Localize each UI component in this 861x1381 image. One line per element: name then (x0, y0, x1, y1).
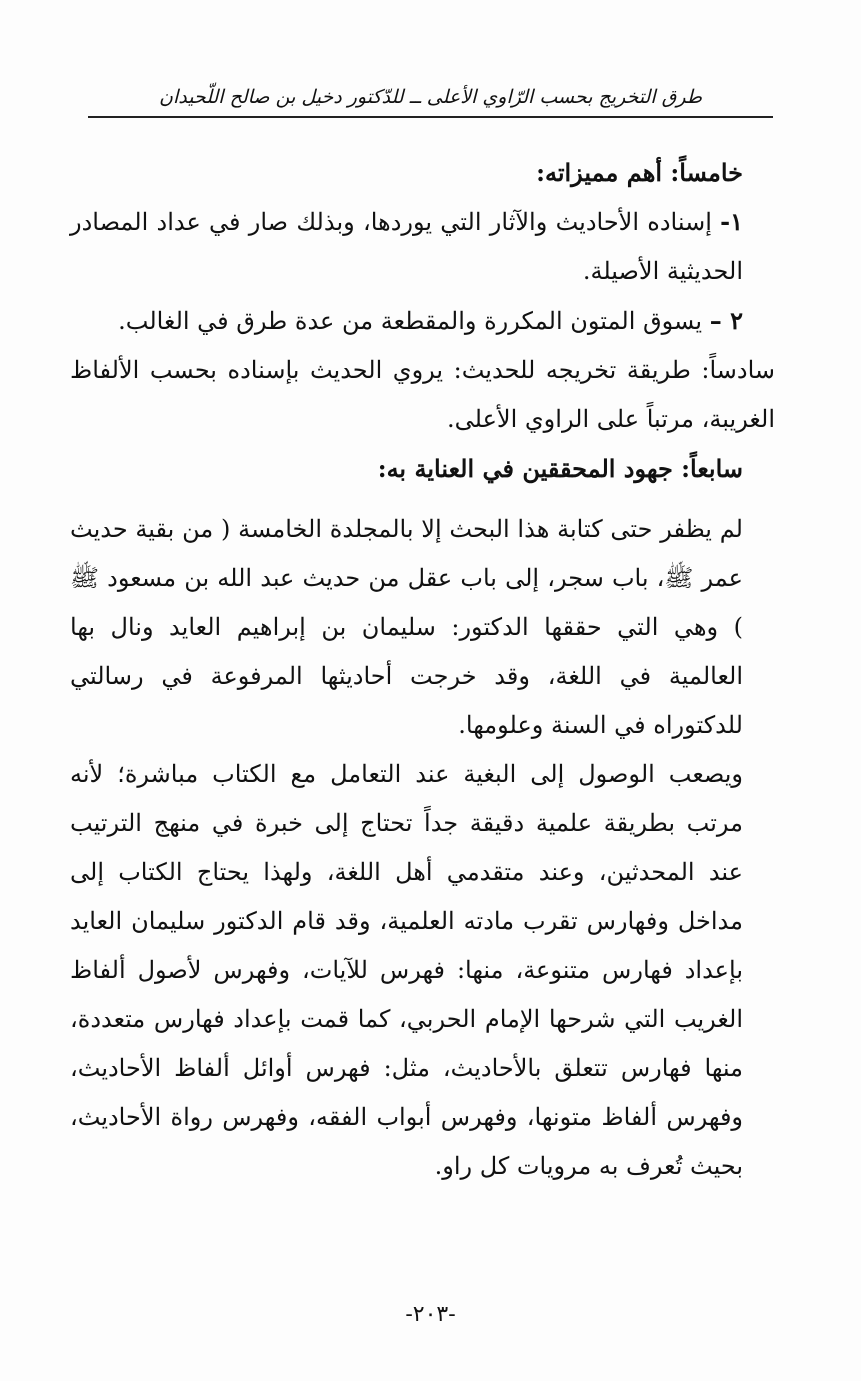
feature-item-1-text: إسناده الأحاديث والآثار التي يوردها، وبذلك صار في عداد المصادر الحديثية الأصيلة. (70, 208, 743, 285)
feature-item-2-text: يسوق المتون المكررة والمقطعة من عدة طرق في الغالب. (118, 307, 703, 335)
page-body (70, 148, 775, 1191)
method-label: سادساً: طريقة تخريجه للحديث: (453, 356, 775, 384)
page-number: -٢٠٣- (405, 1302, 456, 1327)
feature-item-1 (70, 197, 775, 296)
feature-item-1-number: ١- (720, 207, 743, 236)
features-heading: خامساً: أهم مميزاته: (536, 158, 743, 187)
method-text: يروي الحديث بإسناده بحسب الألفاظ الغريبة، مرتباً على الراوي الأعلى. (70, 356, 775, 433)
efforts-paragraph-1: لم يظفر حتى كتابة هذا البحث إلا بالمجلدة الخامسة ( من بقية حديث عمر ﷺ، باب سجر، إلى باب عقل من حديث عبد الله بن مسعود ﷺ ) وهي التي حققها الدكتور: سليمان بن إبراهيم العايد ونال بها العالمية في اللغة، وقد خرجت أحاديثها المرفوعة في رسالتي للدكتوراه في السنة وعلومها. (70, 515, 743, 739)
efforts-paragraph-2: ويصعب الوصول إلى البغية عند التعامل مع الكتاب مباشرة؛ لأنه مرتب بطريقة علمية دقيقة جداً تحتاج إلى خبرة في منهج الترتيب عند المحدثين، وعند متقدمي أهل اللغة، ولهذا يحتاج الكتاب إلى مداخل وفهارس تقرب مادته العلمية، وقد قام الدكتور سليمان العايد بإعداد فهارس متنوعة، منها: فهرس للآيات، وفهرس لأصول ألفاظ الغريب التي شرحها الإمام الحربي، كما قمت بإعداد فهارس متعددة، منها فهارس تتعلق بالأحاديث، مثل: فهرس أوائل ألفاظ الأحاديث، وفهرس ألفاظ متونها، وفهرس أبواب الفقه، وفهرس رواة الأحاديث، بحيث تُعرف به مرويات كل راو. (70, 760, 743, 1180)
efforts-heading: سابعاً: جهود المحققين في العناية به: (377, 454, 743, 483)
running-header (88, 80, 773, 118)
feature-item-2 (70, 296, 775, 346)
running-title: طرق التخريج بحسب الرّاوي الأعلى ــ للدّكتور دخيل بن صالح اللّحيدان (158, 86, 703, 108)
method-section (70, 346, 775, 444)
feature-item-2-number: ٢ – (709, 306, 743, 335)
